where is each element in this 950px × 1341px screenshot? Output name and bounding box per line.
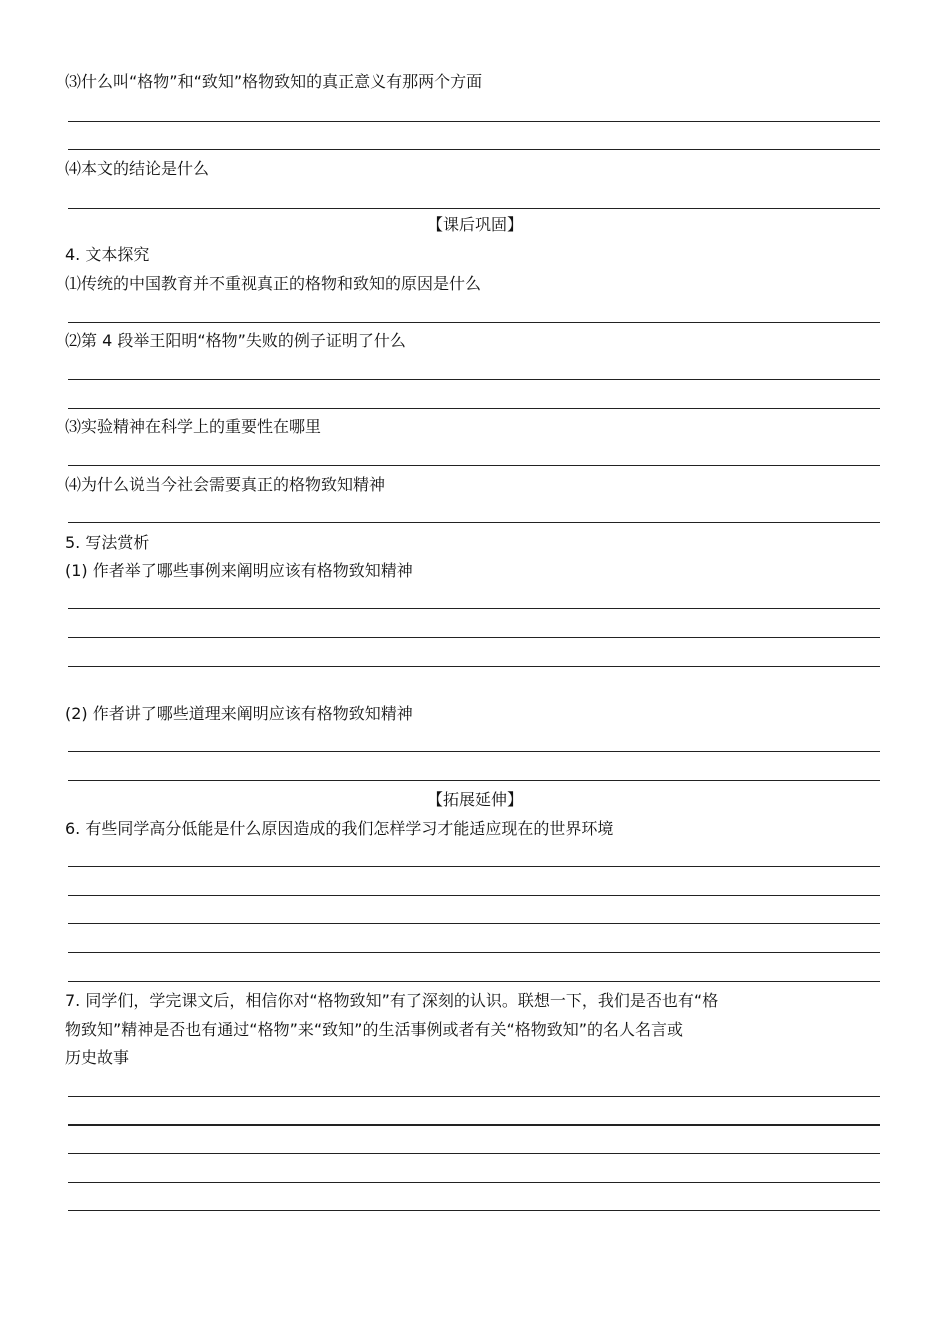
question-5-heading: 5. 写法赏析 [65,533,150,552]
answer-line[interactable] [68,666,880,667]
answer-line[interactable] [68,408,880,409]
question-4-item-1: ⑴传统的中国教育并不重视真正的格物和致知的原因是什么 [65,274,482,293]
answer-line[interactable] [68,866,880,867]
answer-line[interactable] [68,1096,880,1097]
section-heading-extend: 【拓展延伸】 [426,790,523,809]
answer-line[interactable] [68,981,880,982]
question-4-heading: 4. 文本探究 [65,245,150,264]
answer-line[interactable] [68,465,880,466]
question-4-item-3: ⑶实验精神在科学上的重要性在哪里 [65,417,322,436]
question-7-line-1: 7. 同学们，学完课文后，相信你对“格物致知”有了深刻的认识。联想一下，我们是否也有“格 [65,991,719,1010]
answer-line[interactable] [68,322,880,323]
answer-line[interactable] [68,1124,880,1126]
question-5-item-2: (2) 作者讲了哪些道理来阐明应该有格物致知精神 [65,704,413,723]
answer-line[interactable] [68,208,880,209]
answer-line[interactable] [68,149,880,150]
answer-line[interactable] [68,751,880,752]
answer-line[interactable] [68,952,880,953]
answer-line[interactable] [68,1153,880,1154]
section-heading-consolidate: 【课后巩固】 [426,215,523,234]
question-6-text: 6. 有些同学高分低能是什么原因造成的我们怎样学习才能适应现在的世界环境 [65,819,614,838]
answer-line[interactable] [68,637,880,638]
answer-line[interactable] [68,1210,880,1211]
question-7-line-3: 历史故事 [65,1048,130,1067]
question-4-item-4: ⑷为什么说当今社会需要真正的格物致知精神 [65,475,386,494]
answer-line[interactable] [68,121,880,122]
answer-line[interactable] [68,522,880,523]
answer-line[interactable] [68,1182,880,1183]
question-4-item-2: ⑵第 4 段举王阳明“格物”失败的例子证明了什么 [65,331,406,350]
question-5-item-1: (1) 作者举了哪些事例来阐明应该有格物致知精神 [65,561,413,580]
answer-line[interactable] [68,608,880,609]
answer-line[interactable] [68,895,880,896]
question-4-text: ⑷本文的结论是什么 [65,159,210,178]
answer-line[interactable] [68,780,880,781]
question-7-line-2: 物致知”精神是否也有通过“格物”来“致知”的生活事例或者有关“格物致知”的名人名言或 [65,1020,684,1039]
answer-line[interactable] [68,923,880,924]
question-3-text: ⑶什么叫“格物”和“致知”格物致知的真正意义有那两个方面 [65,72,483,91]
answer-line[interactable] [68,379,880,380]
